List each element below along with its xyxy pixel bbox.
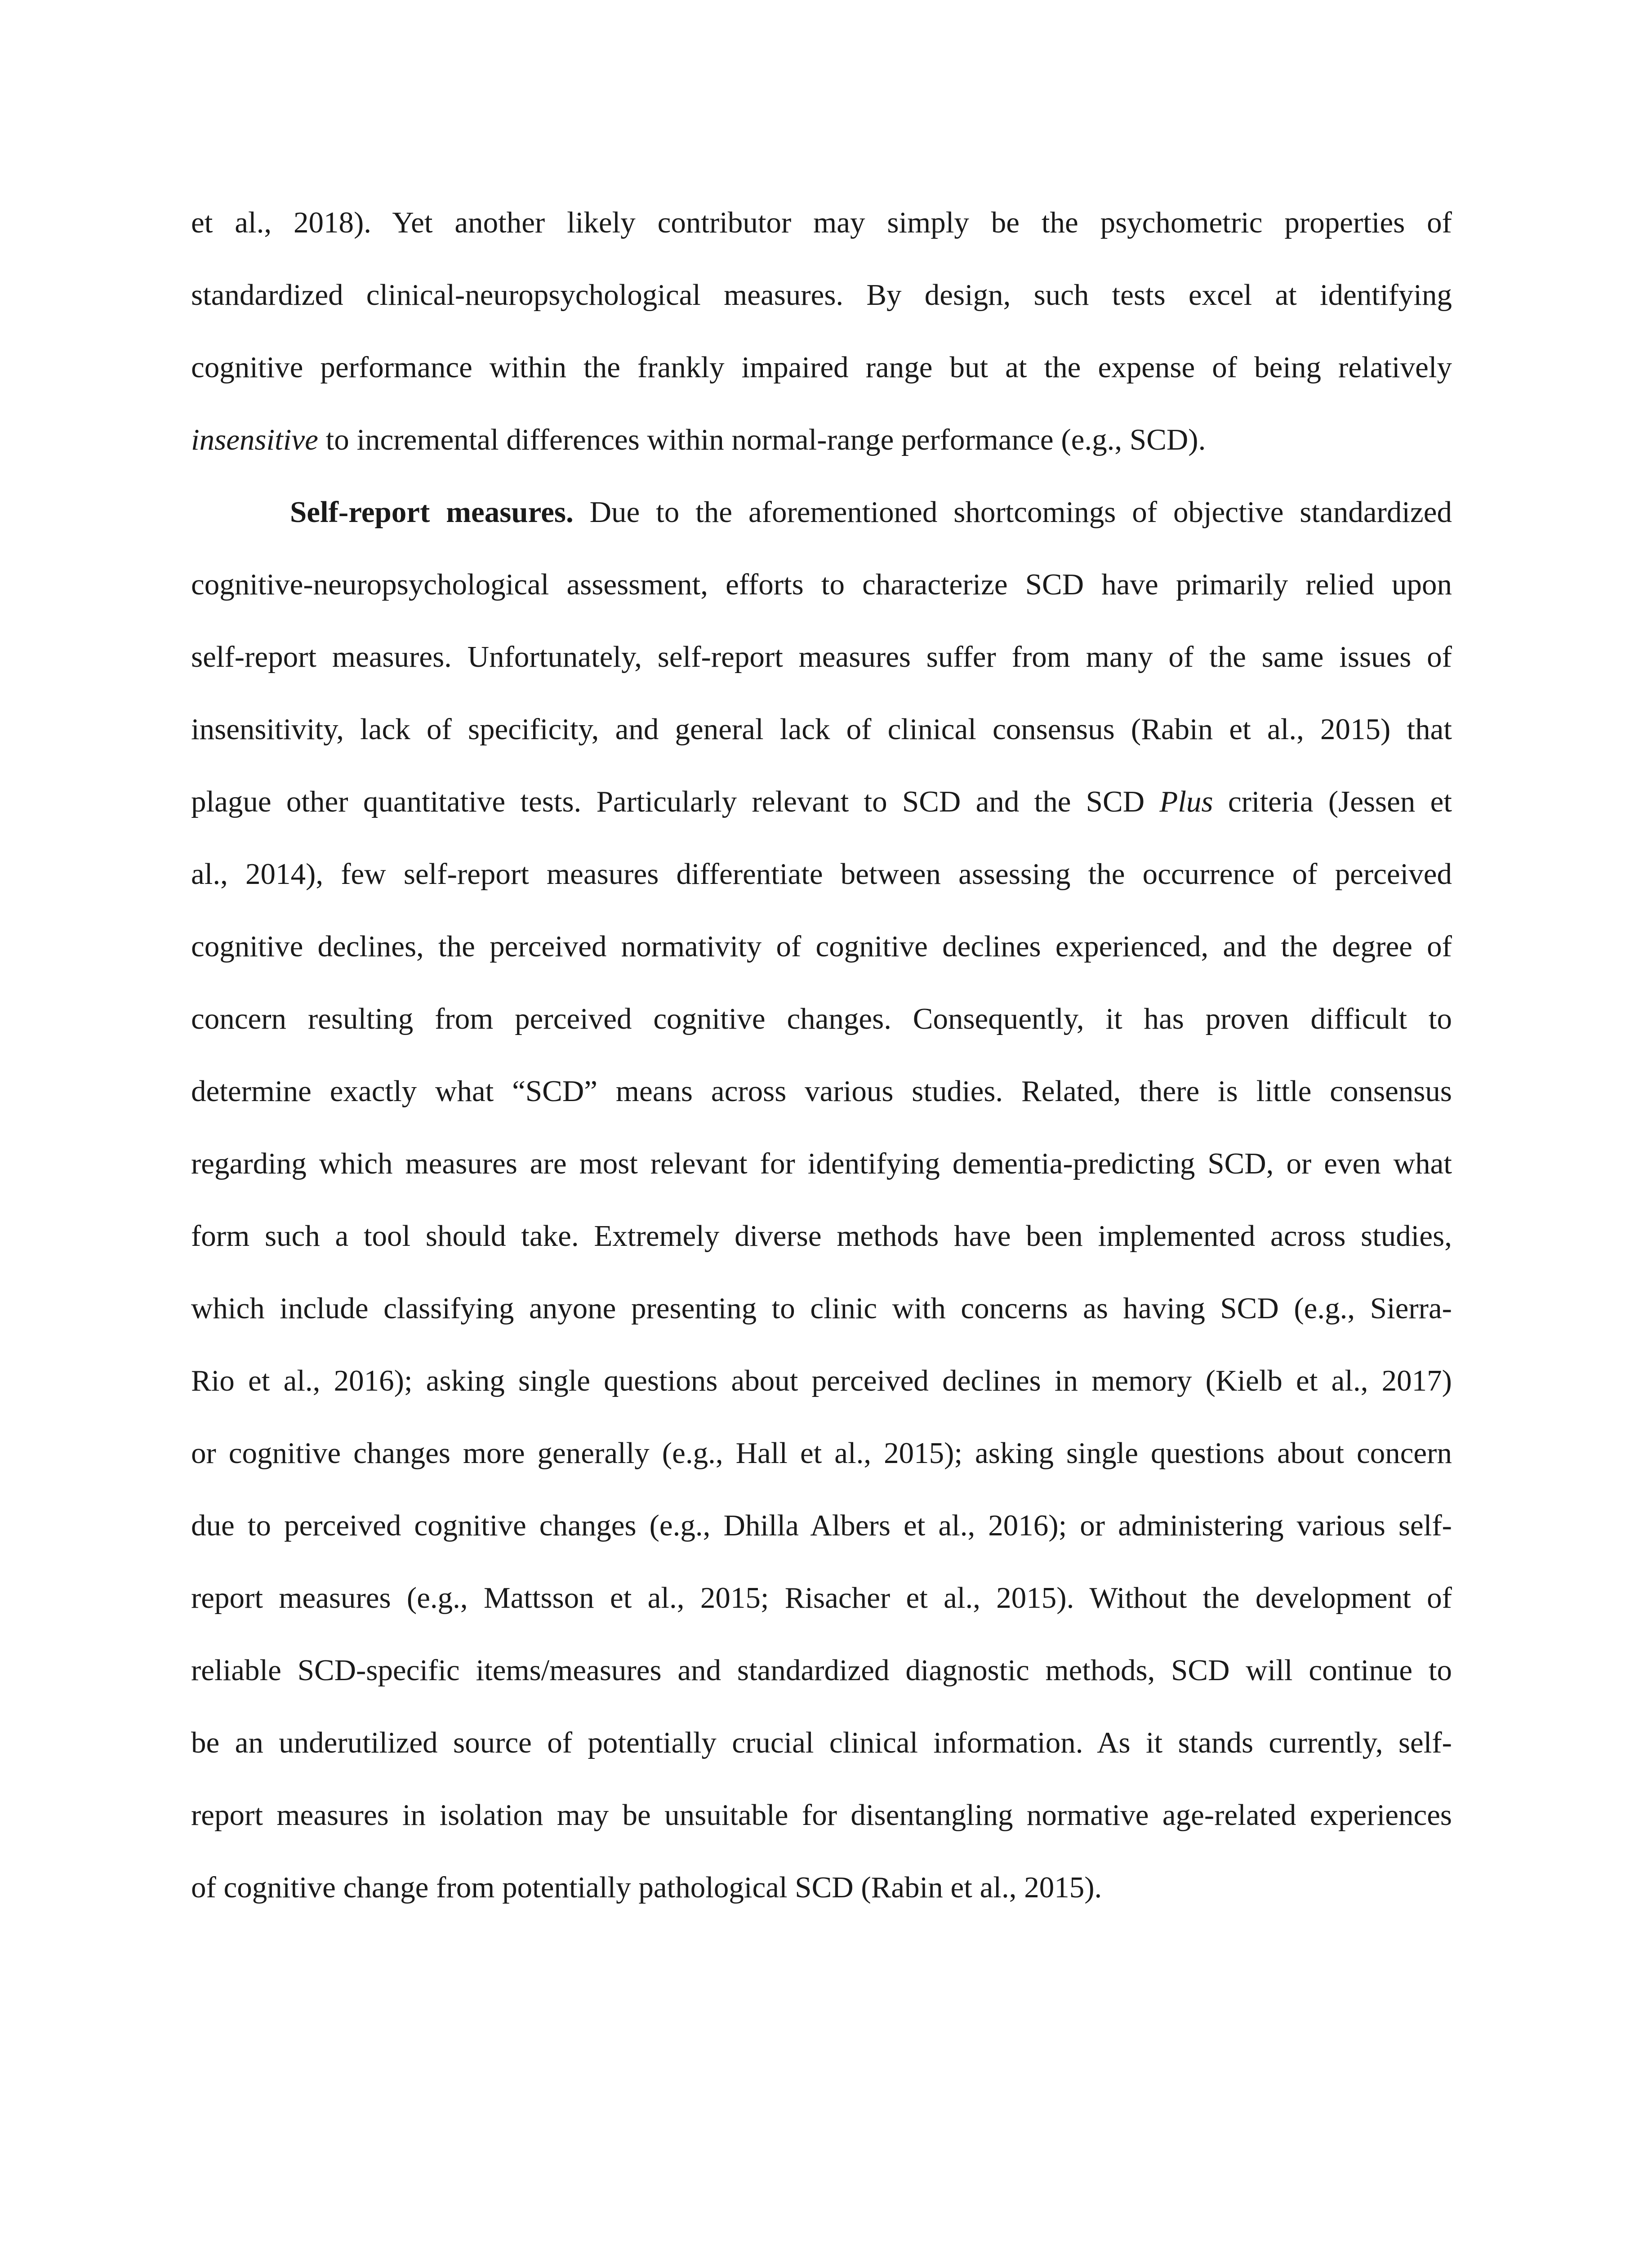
paragraph-1-line-1: et al., 2018). Yet another likely contributor may simply be the psychometric properties of <box>191 206 1452 239</box>
paragraph-2-line-10: regarding which measures are most relevant for identifying dementia-predicting SCD, or even what <box>191 1147 1452 1180</box>
paragraph-1-line-3: cognitive performance within the frankly impaired range but at the expense of being relatively <box>191 351 1452 384</box>
paragraph-2-line-1-text: Due to the aforementioned shortcomings of objective standardized <box>573 495 1452 529</box>
paragraph-2-line-2: cognitive-neuropsychological assessment, efforts to characterize SCD have primarily relied upon <box>191 568 1452 601</box>
paragraph-2-line-1 <box>191 476 1452 549</box>
paragraph-2-line-19: report measures in isolation may be unsuitable for disentangling normative age-related experiences <box>191 1798 1452 1832</box>
paragraph-2-line-8: concern resulting from perceived cognitive changes. Consequently, it has proven difficult to <box>191 1002 1452 1035</box>
paragraph-2-line-12: which include classifying anyone presenting to clinic with concerns as having SCD (e.g., Sierra- <box>191 1292 1452 1325</box>
paragraph-2-line-5-a: plague other quantitative tests. Particularly relevant to SCD and the SCD <box>191 785 1160 818</box>
paragraph-1-line-2: standardized clinical-neuropsychological measures. By design, such tests excel at identifying <box>191 278 1452 312</box>
paragraph-2-line-11: form such a tool should take. Extremely diverse methods have been implemented across studies, <box>191 1219 1452 1253</box>
emphasis-insensitive: insensitive <box>191 423 318 456</box>
paragraph-2-line-7: cognitive declines, the perceived normativity of cognitive declines experienced, and the degree of <box>191 930 1452 963</box>
paragraph-2-line-4: insensitivity, lack of specificity, and general lack of clinical consensus (Rabin et al., 2015) that <box>191 713 1452 746</box>
paragraph-2-line-20: of cognitive change from potentially pathological SCD (Rabin et al., 2015). <box>191 1871 1102 1904</box>
paragraph-2-line-18: be an underutilized source of potentially crucial clinical information. As it stands currently, self- <box>191 1726 1452 1759</box>
paragraph-1-line-4 <box>191 404 1452 476</box>
paragraph-2-line-17: reliable SCD-specific items/measures and standardized diagnostic methods, SCD will continue to <box>191 1654 1452 1687</box>
paragraph-2-line-15: due to perceived cognitive changes (e.g., Dhilla Albers et al., 2016); or administering various self- <box>191 1509 1452 1542</box>
paragraph-2-line-3: self-report measures. Unfortunately, self-report measures suffer from many of the same issues of <box>191 640 1452 674</box>
paragraph-2-line-6: al., 2014), few self-report measures differentiate between assessing the occurrence of perceived <box>191 857 1452 891</box>
emphasis-plus: Plus <box>1159 785 1213 818</box>
paragraph-2-line-9: determine exactly what “SCD” means across various studies. Related, there is little consensus <box>191 1075 1452 1108</box>
paragraph-2-line-16: report measures (e.g., Mattsson et al., 2015; Risacher et al., 2015). Without the development of <box>191 1581 1452 1615</box>
paragraph-2-line-5 <box>191 766 1452 838</box>
body-text <box>191 187 1452 1924</box>
paragraph-2-line-13: Rio et al., 2016); asking single questions about perceived declines in memory (Kielb et al., 2017) <box>191 1364 1452 1397</box>
paragraph-2-line-14: or cognitive changes more generally (e.g., Hall et al., 2015); asking single questions about concern <box>191 1436 1452 1470</box>
paragraph-1-line-4-text: to incremental differences within normal-range performance (e.g., SCD). <box>318 423 1206 456</box>
paragraph-2-line-5-b: criteria (Jessen et <box>1213 785 1452 818</box>
section-heading: Self-report measures. <box>290 495 574 529</box>
